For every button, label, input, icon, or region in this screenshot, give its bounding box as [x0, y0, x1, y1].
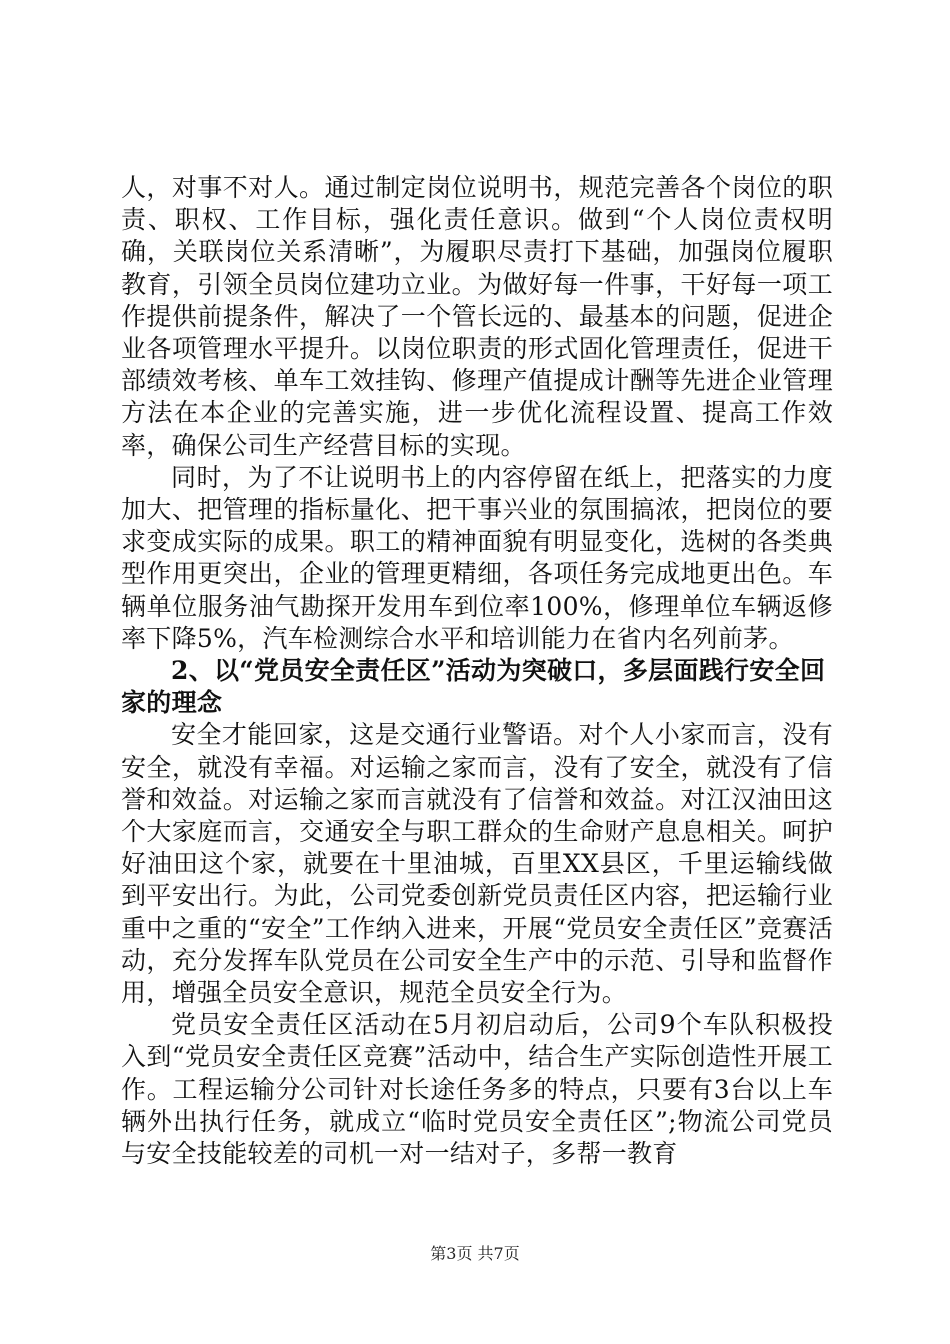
page-number-footer: 第3页 共7页 [430, 1244, 520, 1263]
section-heading: 2、以“党员安全责任区”活动为突破口，多层面践行安全回家的理念 [121, 656, 826, 718]
paragraph-continued: 人，对事不对人。通过制定岗位说明书，规范完善各个岗位的职责、职权、工作目标，强化责任意识。做到“个人岗位责权明确，关联岗位关系清晰”，为履职尽责打下基础，加强岗位履职教育，引领全员岗位建功立业。为做好每一件事，干好每一项工作提供前提条件，解决了一个管长远的、最基本的问题，促进企业各项管理水平提升。以岗位职责的形式固化管理责任，促进干部绩效考核、单车工效挂钩、修理产值提成计酬等先进企业管理方法在本企业的完善实施，进一步优化流程设置、提高工作效率，确保公司生产经营目标的实现。 [121, 173, 833, 460]
paragraph-party-safety-zone: 党员安全责任区活动在5月初启动后，公司9个车队积极投入到“党员安全责任区竞赛”活动中，结合生产实际创造性开展工作。工程运输分公司针对长途任务多的特点，只要有3台以上车辆外出执行任务，就成立“临时党员安全责任区”;物流公司党员与安全技能较差的司机一对一结对子，多帮一教育 [121, 1010, 833, 1169]
paragraph-same-time: 同时，为了不让说明书上的内容停留在纸上，把落实的力度加大、把管理的指标量化、把干事兴业的氛围搞浓，把岗位的要求变成实际的成果。职工的精神面貌有明显变化，选树的各类典型作用更突出，企业的管理更精细，各项任务完成地更出色。车辆单位服务油气勘探开发用车到位率100%，修理单位车辆返修率下降5%，汽车检测综合水平和培训能力在省内名列前茅。 [121, 462, 833, 653]
paragraph-safety-home: 安全才能回家，这是交通行业警语。对个人小家而言，没有安全，就没有幸福。对运输之家而言，没有了安全，就没有了信誉和效益。对运输之家而言就没有了信誉和效益。对江汉油田这个大家庭而言，交通安全与职工群众的生命财产息息相关。呵护好油田这个家，就要在十里油城，百里XX县区，千里运输线做到平安出行。为此，公司党委创新党员责任区内容，把运输行业重中之重的“安全”工作纳入进来，开展“党员安全责任区”竞赛活动，充分发挥车队党员在公司安全生产中的示范、引导和监督作用，增强全员安全意识，规范全员安全行为。 [121, 720, 834, 1008]
document-body [121, 172, 833, 1170]
